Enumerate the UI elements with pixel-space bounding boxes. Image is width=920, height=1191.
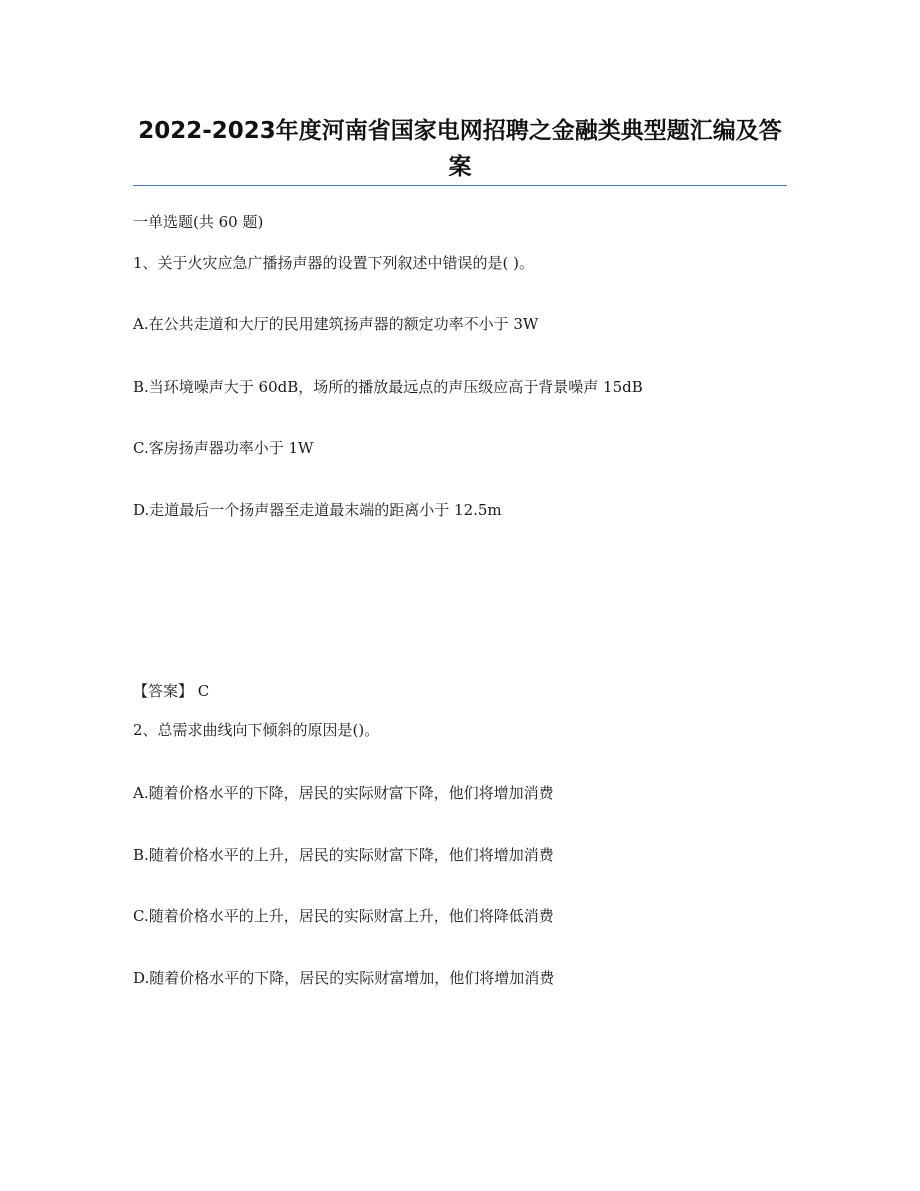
question-1-stem: 1、关于火灾应急广播扬声器的设置下列叙述中错误的是( )。 (133, 254, 535, 272)
section-header: 一单选题(共 60 题) (133, 213, 264, 231)
question-1-answer: 【答案】 C (133, 682, 210, 700)
question-2-option-a: A.随着价格水平的下降，居民的实际财富下降，他们将增加消费 (133, 784, 554, 802)
question-2-option-b: B.随着价格水平的上升，居民的实际财富下降，他们将增加消费 (133, 846, 554, 864)
question-2-option-d: D.随着价格水平的下降，居民的实际财富增加，他们将增加消费 (133, 969, 555, 987)
document-title: 2022-2023年度河南省国家电网招聘之金融类典型题汇编及答案 (138, 118, 782, 180)
question-1-option-a: A.在公共走道和大厅的民用建筑扬声器的额定功率不小于 3W (133, 315, 539, 333)
question-1-option-d: D.走道最后一个扬声器至走道最末端的距离小于 12.5m (133, 501, 502, 519)
question-2-stem: 2、总需求曲线向下倾斜的原因是()。 (133, 721, 380, 739)
question-1-option-b: B.当环境噪声大于 60dB，场所的播放最远点的声压级应高于背景噪声 15dB (133, 378, 643, 396)
question-1-option-c: C.客房扬声器功率小于 1W (133, 439, 314, 457)
question-2-option-c: C.随着价格水平的上升，居民的实际财富上升，他们将降低消费 (133, 907, 554, 925)
title-divider (133, 185, 787, 186)
